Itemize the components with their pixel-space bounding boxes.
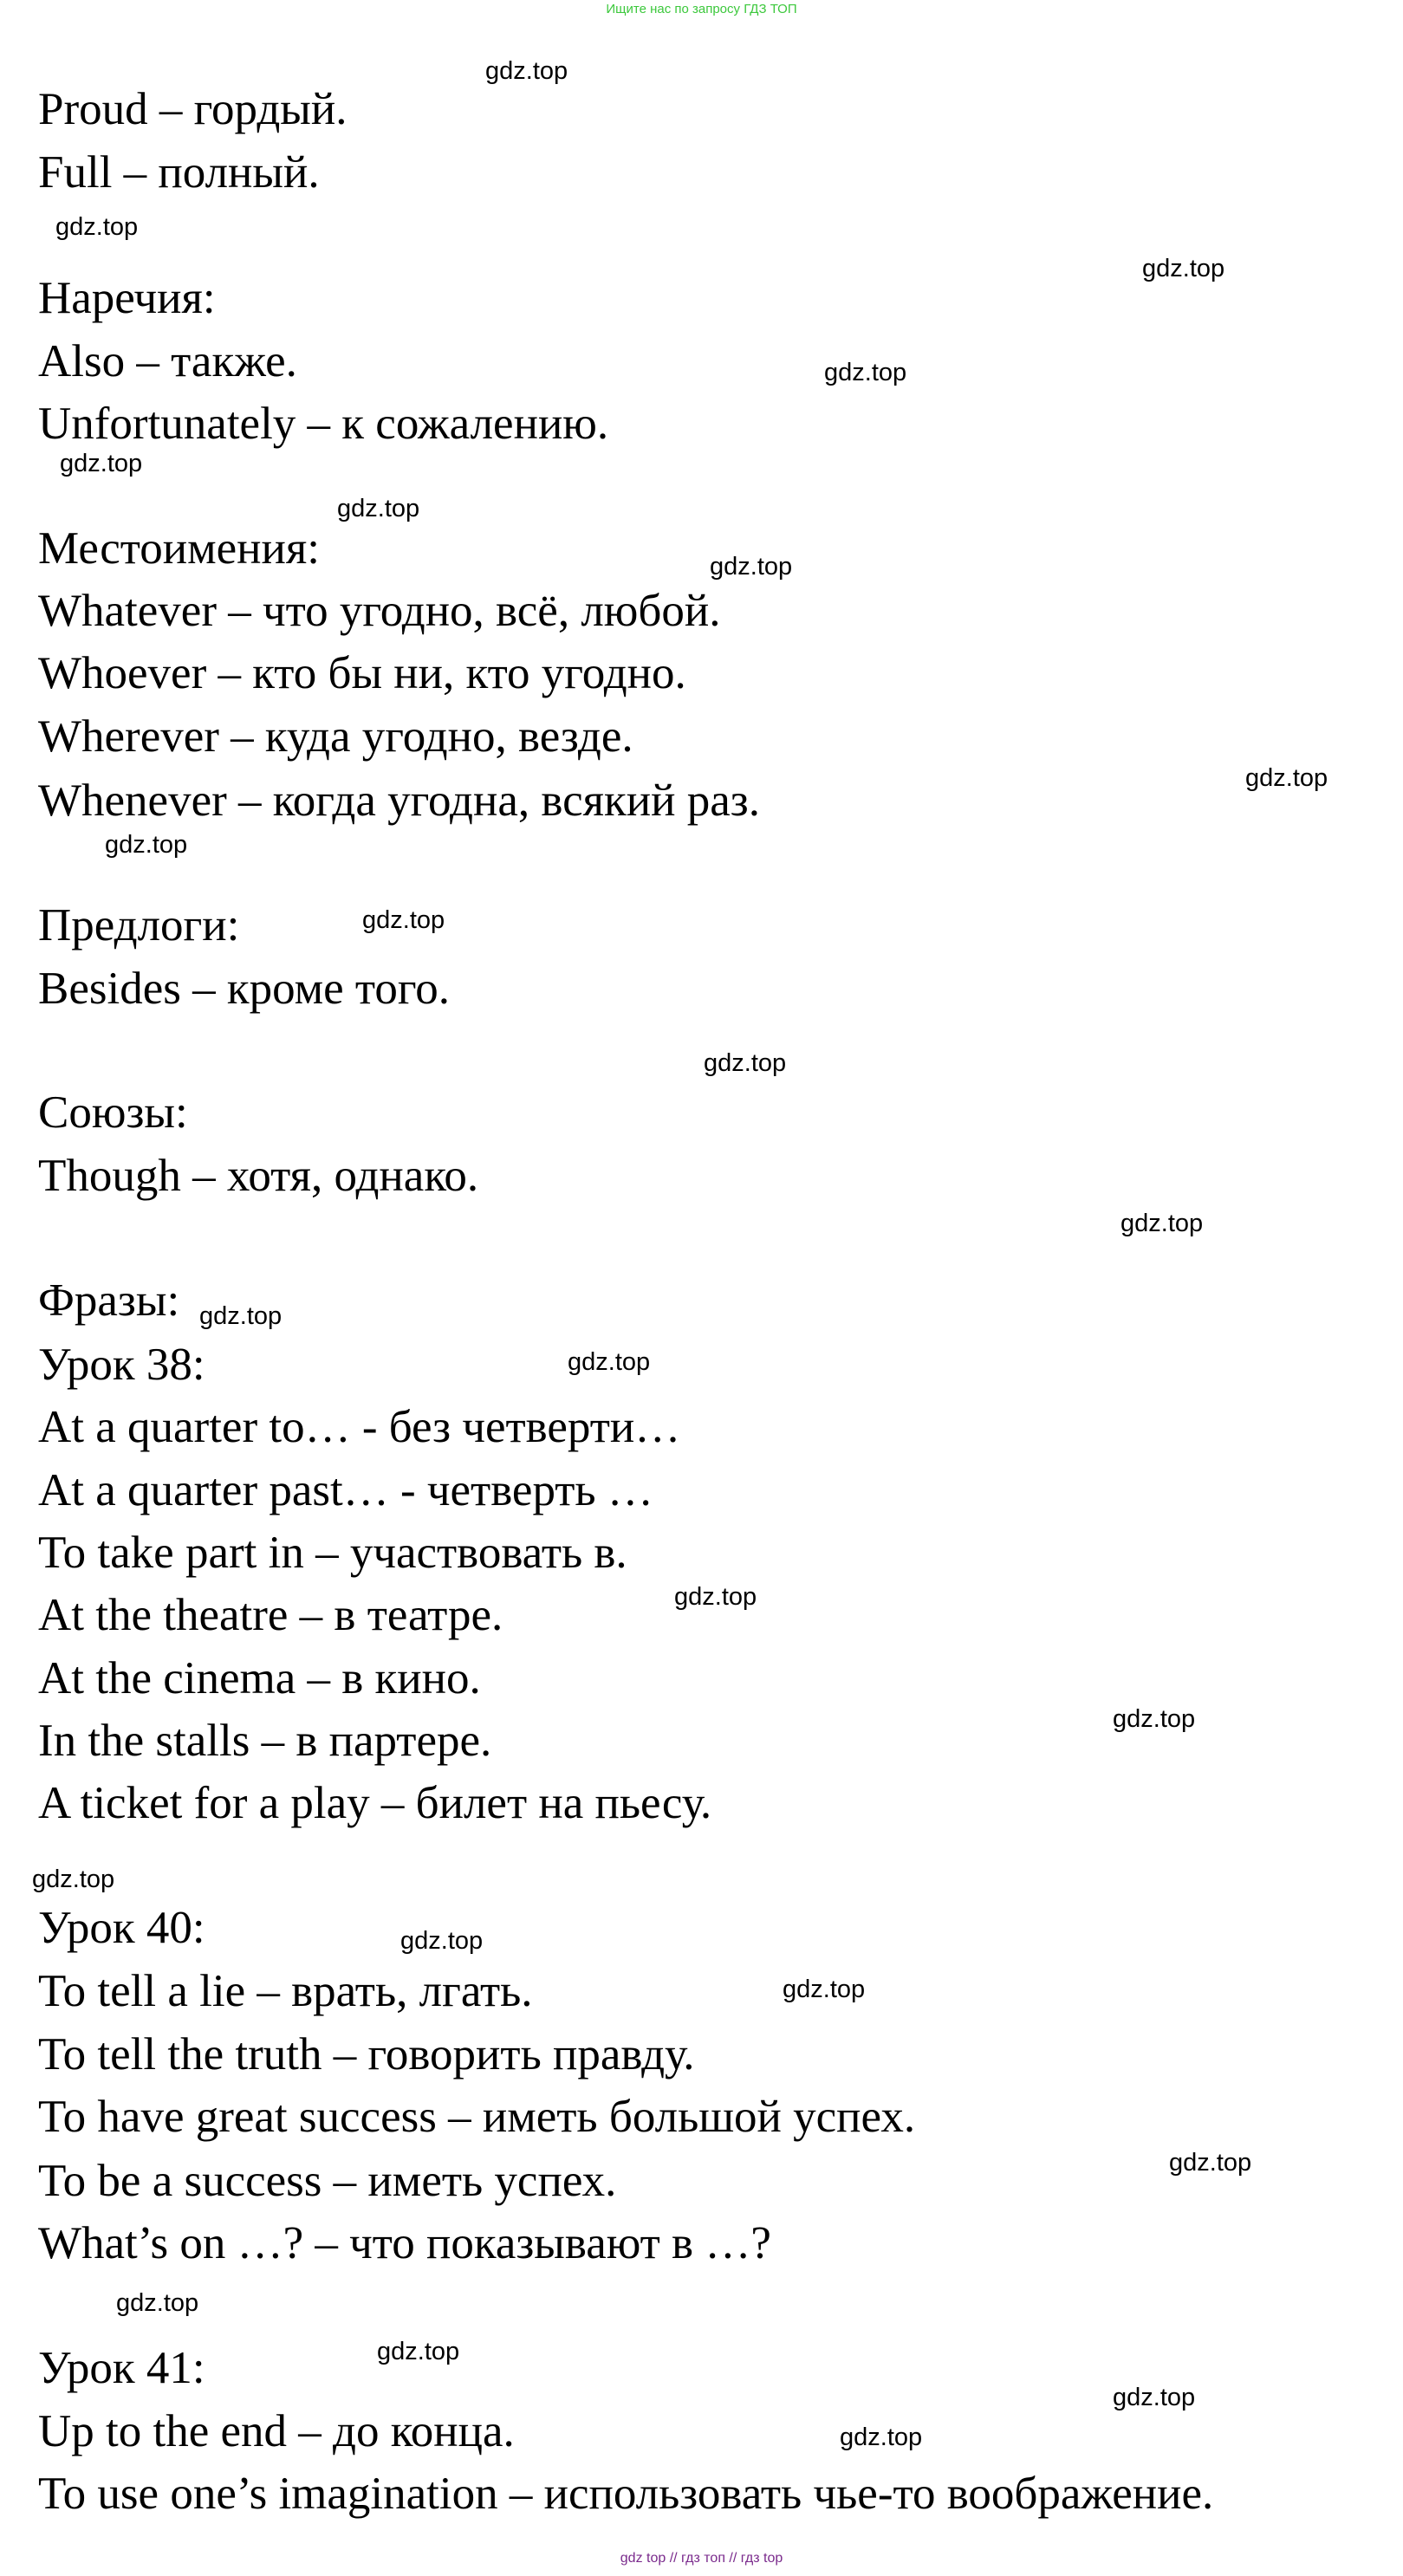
watermark: gdz.top (199, 1302, 283, 1330)
watermark: gdz.top (704, 1049, 787, 1077)
text-line: In the stalls – в партере. (38, 1716, 492, 1766)
text-line: Whoever – кто бы ни, кто угодно. (38, 648, 686, 698)
watermark: gdz.top (362, 906, 445, 934)
text-line: To tell the truth – говорить правду. (38, 2029, 695, 2080)
text-line: What’s on …? – что показывают в …? (38, 2218, 771, 2268)
watermark: gdz.top (783, 1976, 866, 2003)
watermark: gdz.top (1142, 255, 1225, 282)
section-heading: Наречия: (38, 273, 216, 323)
text-line: Full – полный. (38, 147, 320, 198)
text-line: At the theatre – в театре. (38, 1590, 503, 1640)
lesson-heading: Урок 41: (38, 2343, 205, 2393)
text-line: At a quarter past… - четверть … (38, 1465, 653, 1515)
text-line: Also – также. (38, 336, 297, 386)
watermark: gdz.top (824, 359, 907, 386)
text-line: To use one’s imagination – использовать чье-то воображение. (38, 2469, 1214, 2519)
watermark: gdz.top (105, 831, 188, 859)
watermark: gdz.top (1169, 2149, 1252, 2177)
watermark: gdz.top (568, 1348, 651, 1376)
text-line: Whatever – что угодно, всё, любой. (38, 586, 721, 636)
text-line: To tell a lie – врать, лгать. (38, 1966, 533, 2016)
watermark: gdz.top (710, 553, 793, 581)
lesson-heading: Урок 40: (38, 1903, 205, 1953)
text-line: At a quarter to… - без четверти… (38, 1402, 681, 1452)
watermark: gdz.top (116, 2289, 199, 2317)
watermark: gdz.top (1113, 2384, 1196, 2411)
text-line: To have great success – иметь большой успех. (38, 2092, 916, 2142)
watermark: gdz.top (400, 1927, 484, 1955)
text-line: Unfortunately – к сожалению. (38, 399, 609, 449)
watermark: gdz.top (1245, 764, 1328, 792)
text-line: Besides – кроме того. (38, 964, 451, 1014)
watermark: gdz.top (337, 495, 420, 522)
watermark: gdz.top (377, 2338, 460, 2365)
text-line: Wherever – куда угодно, везде. (38, 711, 633, 762)
top-banner[interactable]: Ищите нас по запросу ГДЗ ТОП (606, 2, 797, 16)
section-heading: Фразы: (38, 1275, 180, 1326)
watermark: gdz.top (1120, 1210, 1204, 1237)
text-line: Up to the end – до конца. (38, 2406, 515, 2456)
text-line: Whenever – когда угодна, всякий раз. (38, 775, 760, 826)
section-heading: Союзы: (38, 1087, 188, 1138)
text-line: To take part in – участвовать в. (38, 1528, 627, 1578)
text-line: A ticket for a play – билет на пьесу. (38, 1778, 712, 1828)
text-line: Though – хотя, однако. (38, 1151, 479, 1201)
text-line: At the cinema – в кино. (38, 1653, 481, 1703)
watermark: gdz.top (60, 450, 143, 477)
footer-links[interactable]: gdz top // гдз топ // гдз top (620, 2551, 783, 2566)
section-heading: Предлоги: (38, 900, 240, 951)
watermark: gdz.top (840, 2424, 923, 2451)
text-line: Proud – гордый. (38, 84, 348, 134)
watermark: gdz.top (55, 213, 139, 241)
section-heading: Местоимения: (38, 523, 321, 574)
watermark: gdz.top (1113, 1705, 1196, 1733)
watermark: gdz.top (32, 1865, 115, 1893)
watermark: gdz.top (485, 57, 568, 85)
watermark: gdz.top (674, 1583, 757, 1611)
text-line: To be a success – иметь успех. (38, 2156, 617, 2206)
lesson-heading: Урок 38: (38, 1340, 205, 1390)
